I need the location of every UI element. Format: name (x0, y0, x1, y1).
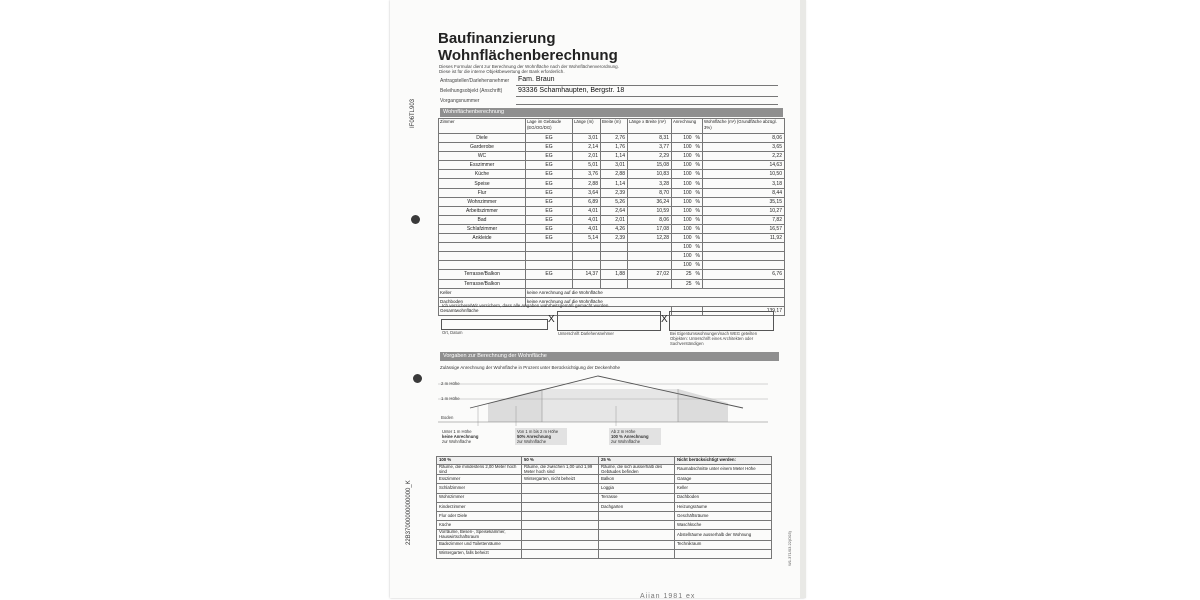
room-area: 3,28 (628, 179, 672, 188)
note-half-credit (515, 428, 567, 445)
note-full-credit (609, 428, 661, 445)
dach-label: Dachboden (439, 297, 526, 306)
room-length (573, 243, 601, 252)
category-cell: Keller (675, 484, 772, 493)
room-row (439, 243, 785, 252)
category-row (437, 465, 772, 475)
percent-sign: % (695, 162, 700, 169)
expert-label-line-2: Objekten: Unterschrift eines Architekten oder (670, 336, 754, 341)
credit-value: 100 (683, 253, 692, 260)
room-width: 1,14 (601, 179, 628, 188)
percent-sign: % (695, 253, 700, 260)
room-row (439, 188, 785, 197)
page-edge (800, 0, 806, 598)
room-row (439, 152, 785, 161)
room-area (628, 243, 672, 252)
credit-value: 25 (685, 280, 692, 287)
dach-text: keine Anrechnung auf die Wohnfläche (526, 297, 785, 306)
room-area: 12,28 (628, 234, 672, 243)
room-area (628, 261, 672, 270)
credit-value: 100 (683, 207, 692, 214)
room-name: Schlafzimmer (439, 224, 526, 233)
room-living: 3,18 (703, 179, 785, 188)
credit-value: 100 (683, 225, 692, 232)
cat-header-25: 25 % (599, 457, 675, 465)
percent-sign: % (695, 262, 700, 269)
room-length: 3,01 (573, 134, 601, 143)
category-cell (522, 484, 599, 493)
category-row (437, 549, 772, 558)
keller-label: Keller (439, 288, 526, 297)
note3-line3: zur Wohnfläche (611, 439, 641, 444)
expert-signature-label (670, 331, 757, 346)
room-living (703, 261, 785, 270)
room-credit (672, 197, 703, 206)
room-floor: EG (526, 161, 573, 170)
room-width: 1,14 (601, 152, 628, 161)
room-floor: EG (526, 134, 573, 143)
object-label: Beleihungsobjekt (Anschrift) (440, 88, 503, 94)
credit-value: 100 (683, 189, 692, 196)
room-table (438, 118, 785, 316)
percent-sign: % (695, 207, 700, 214)
room-row (439, 279, 785, 288)
room-length: 2,88 (573, 179, 601, 188)
room-floor: EG (526, 215, 573, 224)
credit-value: 100 (683, 153, 692, 160)
room-floor: EG (526, 143, 573, 152)
room-row (439, 134, 785, 143)
roof-diagram (438, 372, 778, 428)
room-area (628, 252, 672, 261)
category-cell: Abstellräume ausserhalb der Wohnung (675, 530, 772, 540)
room-length (573, 252, 601, 261)
header-width: Breite (m) (601, 119, 628, 134)
room-name (439, 243, 526, 252)
case-line (516, 104, 778, 105)
room-row (439, 261, 785, 270)
note3-line1: Ab 2 m Höhe (611, 429, 636, 434)
room-floor: EG (526, 152, 573, 161)
category-cell: Dachboden (675, 493, 772, 502)
case-label: Vorgangsnummer (440, 98, 480, 104)
room-name (439, 261, 526, 270)
room-credit (672, 170, 703, 179)
room-name: Küche (439, 170, 526, 179)
room-row (439, 252, 785, 261)
applicant-value[interactable]: Fam. Braun (518, 76, 555, 83)
room-credit (672, 261, 703, 270)
category-cell (599, 521, 675, 530)
category-cell: Räume, die mindestens 2,00 Meter hoch sind (437, 465, 522, 475)
percent-sign: % (695, 198, 700, 205)
room-floor (526, 243, 573, 252)
room-length: 2,14 (573, 143, 601, 152)
applicant-label: Antragsteller/Darlehensnehmer (440, 78, 510, 84)
room-living: 3,65 (703, 143, 785, 152)
room-floor: EG (526, 234, 573, 243)
room-credit (672, 279, 703, 288)
room-area: 8,70 (628, 188, 672, 197)
roof-shading (488, 389, 728, 422)
category-cell: Loggia (599, 484, 675, 493)
room-credit (672, 188, 703, 197)
room-floor (526, 279, 573, 288)
header-length: Länge (m) (573, 119, 601, 134)
percent-sign: % (695, 216, 700, 223)
room-name: Terrasse/Balkon (439, 270, 526, 279)
room-living (703, 243, 785, 252)
note1-line3: zur Wohnfläche (442, 439, 472, 444)
room-credit (672, 243, 703, 252)
room-width: 2,39 (601, 188, 628, 197)
room-table-header (439, 119, 785, 134)
room-width: 1,88 (601, 270, 628, 279)
note3-line2: 100 % Anrechnung (611, 434, 649, 439)
category-cell (522, 521, 599, 530)
room-name: Diele (439, 134, 526, 143)
category-cell: Waschküche (675, 521, 772, 530)
category-row (437, 530, 772, 540)
category-cell: Wohnzimmer (437, 493, 522, 502)
category-cell (599, 511, 675, 520)
title-line-1: Baufinanzierung (438, 30, 556, 47)
room-length: 14,37 (573, 270, 601, 279)
room-area: 8,06 (628, 215, 672, 224)
room-floor (526, 252, 573, 261)
percent-sign: % (695, 189, 700, 196)
room-area: 10,59 (628, 206, 672, 215)
room-living: 35,15 (703, 197, 785, 206)
keller-row (439, 288, 785, 297)
borrower-signature-field[interactable] (557, 311, 661, 331)
percent-sign: % (695, 280, 700, 287)
label-floor: Boden (441, 415, 454, 420)
room-floor: EG (526, 188, 573, 197)
punch-hole-bottom (413, 374, 422, 383)
category-cell (522, 540, 599, 549)
room-name: Esszimmer (439, 161, 526, 170)
room-length (573, 279, 601, 288)
room-name: Garderobe (439, 143, 526, 152)
x-mark-borrower: X (548, 314, 555, 325)
intro-text (439, 64, 639, 74)
room-floor: EG (526, 206, 573, 215)
room-row (439, 206, 785, 215)
note1-line1: Unter 1 m Höhe (442, 429, 472, 434)
room-width: 2,76 (601, 134, 628, 143)
room-name: Speise (439, 179, 526, 188)
room-width: 2,88 (601, 170, 628, 179)
header-living: Wohnfläche (m²) (Grundfläche abzügl. 3%) (703, 119, 785, 134)
expert-label-line-3: Sachverständigen (670, 341, 704, 346)
room-length: 3,76 (573, 170, 601, 179)
header-room: Zimmer (439, 119, 526, 134)
category-cell (522, 549, 599, 558)
applicant-line (516, 85, 778, 86)
room-credit (672, 179, 703, 188)
place-date-label: Ort, Datum (442, 330, 463, 335)
room-name (439, 252, 526, 261)
room-row (439, 215, 785, 224)
expert-label-line-1: Bei Eigentumswohnungen/nach WEG geteilten (670, 331, 758, 336)
room-credit (672, 224, 703, 233)
note2-line3: zur Wohnfläche (517, 439, 547, 444)
room-name: WC (439, 152, 526, 161)
room-length (573, 261, 601, 270)
room-name: Bad (439, 215, 526, 224)
x-mark-expert: X (661, 314, 668, 325)
room-floor: EG (526, 179, 573, 188)
room-living (703, 252, 785, 261)
category-cell (599, 549, 675, 558)
category-cell: Küche (437, 521, 522, 530)
room-credit (672, 152, 703, 161)
side-code-top: IF06TL903 (410, 98, 416, 128)
room-area: 27,02 (628, 270, 672, 279)
room-living: 8,06 (703, 134, 785, 143)
room-credit (672, 270, 703, 279)
room-area: 2,29 (628, 152, 672, 161)
room-width: 3,01 (601, 161, 628, 170)
room-length: 4,01 (573, 215, 601, 224)
header-floor: Lage im Gebäude (EG/OG/DG) (526, 119, 573, 134)
note2-line1: Von 1 m bis 2 m Höhe (517, 429, 559, 434)
percent-sign: % (695, 235, 700, 242)
room-living: 8,44 (703, 188, 785, 197)
credit-value: 100 (683, 244, 692, 251)
room-row (439, 197, 785, 206)
place-date-field[interactable] (441, 319, 548, 330)
calc-banner: Wohnflächenberechnung (440, 108, 783, 117)
percent-sign: % (695, 153, 700, 160)
credit-value: 100 (683, 171, 692, 178)
room-area: 17,08 (628, 224, 672, 233)
object-value[interactable]: 93336 Schamhaupten, Bergstr. 18 (518, 87, 625, 94)
category-cell: Geschäftsräume (675, 511, 772, 520)
category-row (437, 502, 772, 511)
rules-banner: Vorgaben zur Berechnung der Wohnfläche (440, 352, 779, 361)
category-cell: Schlafzimmer (437, 484, 522, 493)
room-living (703, 279, 785, 288)
room-row (439, 143, 785, 152)
category-cell (522, 493, 599, 502)
room-length: 6,89 (573, 197, 601, 206)
credit-value: 100 (683, 235, 692, 242)
room-width (601, 252, 628, 261)
category-row (437, 511, 772, 520)
title-line-2: Wohnflächenberechnung (438, 47, 618, 64)
room-length: 4,01 (573, 206, 601, 215)
room-width: 2,39 (601, 234, 628, 243)
category-cell: Räume, die zwischen 1,00 und 1,99 Meter hoch sind (522, 465, 599, 475)
room-name: Arbeitszimmer (439, 206, 526, 215)
room-name: Terrasse/Balkon (439, 279, 526, 288)
room-name: Ankleide (439, 234, 526, 243)
room-area (628, 279, 672, 288)
room-credit (672, 215, 703, 224)
category-cell (599, 530, 675, 540)
room-width (601, 279, 628, 288)
category-cell: Räume, die sich ausserhalb des Gebäudes befinden (599, 465, 675, 475)
credit-value: 25 (685, 271, 692, 278)
credit-value: 100 (683, 144, 692, 151)
room-living: 7,82 (703, 215, 785, 224)
room-row (439, 270, 785, 279)
room-living: 11,92 (703, 234, 785, 243)
rules-intro: Zulässige Anrechnung der Wohnfläche in Prozent unter Berücksichtigung der Deckenhöhe (440, 365, 621, 370)
total-label: Gesamtwohnfläche (439, 306, 672, 315)
note2-line2: 50% Anrechnung (517, 434, 552, 439)
cat-header-100: 100 % (437, 457, 522, 465)
category-cell: Garage (675, 475, 772, 484)
room-credit (672, 161, 703, 170)
percent-sign: % (695, 171, 700, 178)
label-2m: 2 m Höhe (441, 381, 460, 386)
room-floor: EG (526, 270, 573, 279)
room-row (439, 161, 785, 170)
percent-sign: % (695, 244, 700, 251)
category-cell: Flur oder Diele (437, 511, 522, 520)
room-row (439, 234, 785, 243)
form-code: W1.371/03.22(D03) (787, 531, 792, 566)
credit-value: 100 (683, 262, 692, 269)
category-cell (522, 511, 599, 520)
room-floor: EG (526, 224, 573, 233)
room-floor (526, 261, 573, 270)
intro-line-2: Diese ist für die interne Objektbewertung der Bank erforderlich. (439, 69, 565, 74)
header-area: Länge x Breite (m²) (628, 119, 672, 134)
category-cell: Dachgarten (599, 502, 675, 511)
percent-sign: % (695, 144, 700, 151)
keller-text: keine Anrechnung auf die Wohnfläche (526, 288, 785, 297)
room-living: 6,76 (703, 270, 785, 279)
room-length: 2,01 (573, 152, 601, 161)
borrower-signature-label: Unterschrift Darlehensnehmer (558, 331, 614, 336)
category-cell: Esszimmer (437, 475, 522, 484)
category-row (437, 521, 772, 530)
room-row (439, 224, 785, 233)
category-cell: Raumabschnitte unter einem Meter Höhe (675, 465, 772, 475)
room-length: 5,14 (573, 234, 601, 243)
total-value: 139,17 (703, 306, 785, 315)
room-length: 3,64 (573, 188, 601, 197)
credit-value: 100 (683, 135, 692, 142)
room-credit (672, 143, 703, 152)
category-table (436, 456, 772, 559)
credit-value: 100 (683, 216, 692, 223)
percent-sign: % (695, 271, 700, 278)
punch-hole-top (411, 215, 420, 224)
category-row (437, 540, 772, 549)
percent-sign: % (695, 180, 700, 187)
room-living: 14,63 (703, 161, 785, 170)
category-cell: Kinderzimmer (437, 502, 522, 511)
credit-value: 100 (683, 180, 692, 187)
room-length: 5,01 (573, 161, 601, 170)
label-1m: 1 m Höhe (441, 396, 460, 401)
expert-signature-field[interactable] (669, 311, 774, 331)
room-row (439, 179, 785, 188)
category-header (437, 457, 772, 465)
percent-sign: % (695, 135, 700, 142)
note1-line2: keine Anrechnung (442, 434, 479, 439)
category-cell: Technikraum (675, 540, 772, 549)
room-width (601, 261, 628, 270)
room-area: 10,83 (628, 170, 672, 179)
room-width: 4,26 (601, 224, 628, 233)
category-row (437, 475, 772, 484)
room-floor: EG (526, 197, 573, 206)
category-cell: Terrasse (599, 493, 675, 502)
category-row (437, 493, 772, 502)
room-area: 36,24 (628, 197, 672, 206)
confirm-text: Ich versichere/Wir versichern, dass alle Angaben wahrheitsgemäß gemacht wurden. (442, 303, 610, 308)
room-living: 2,22 (703, 152, 785, 161)
room-name: Wohnzimmer (439, 197, 526, 206)
percent-sign: % (695, 225, 700, 232)
category-cell: Heizungsräume (675, 502, 772, 511)
room-credit (672, 234, 703, 243)
category-cell: Vorräume, Besen-, Speisekammer, Hauswirtschaftsraum (437, 530, 522, 540)
room-living: 16,57 (703, 224, 785, 233)
category-cell: Badezimmer und Toilettenräume (437, 540, 522, 549)
note-no-credit (440, 428, 480, 445)
room-area: 15,08 (628, 161, 672, 170)
room-living: 10,27 (703, 206, 785, 215)
bottom-text: Aiian 1981 ex (640, 593, 696, 600)
object-line (516, 96, 778, 97)
intro-line-1: Dieses Formular dient zur Berechnung der Wohnfläche nach der Wohnflächenverordnung. (439, 64, 619, 69)
room-width: 1,76 (601, 143, 628, 152)
room-credit (672, 252, 703, 261)
header-credit: Anrechnung (672, 119, 703, 134)
room-area: 3,77 (628, 143, 672, 152)
room-row (439, 170, 785, 179)
cat-header-none: Nicht berücksichtigt werden: (675, 457, 772, 465)
category-cell (522, 530, 599, 540)
category-cell: Wintergarten, falls beheizt (437, 549, 522, 558)
room-credit (672, 134, 703, 143)
category-cell: Wintergarten, nicht beheizt (522, 475, 599, 484)
side-code-bottom: 22B37000000000000_K (406, 480, 412, 545)
category-cell (675, 549, 772, 558)
category-cell (522, 502, 599, 511)
room-name: Flur (439, 188, 526, 197)
room-living: 10,50 (703, 170, 785, 179)
room-floor: EG (526, 170, 573, 179)
cat-header-50: 50 % (522, 457, 599, 465)
room-width: 2,64 (601, 206, 628, 215)
page-title (438, 30, 618, 64)
category-cell (599, 540, 675, 549)
credit-value: 100 (683, 198, 692, 205)
category-row (437, 484, 772, 493)
category-cell: Balkon (599, 475, 675, 484)
room-width: 2,01 (601, 215, 628, 224)
room-width (601, 243, 628, 252)
room-width: 5,26 (601, 197, 628, 206)
room-length: 4,01 (573, 224, 601, 233)
room-credit (672, 206, 703, 215)
credit-value: 100 (683, 162, 692, 169)
room-area: 8,31 (628, 134, 672, 143)
